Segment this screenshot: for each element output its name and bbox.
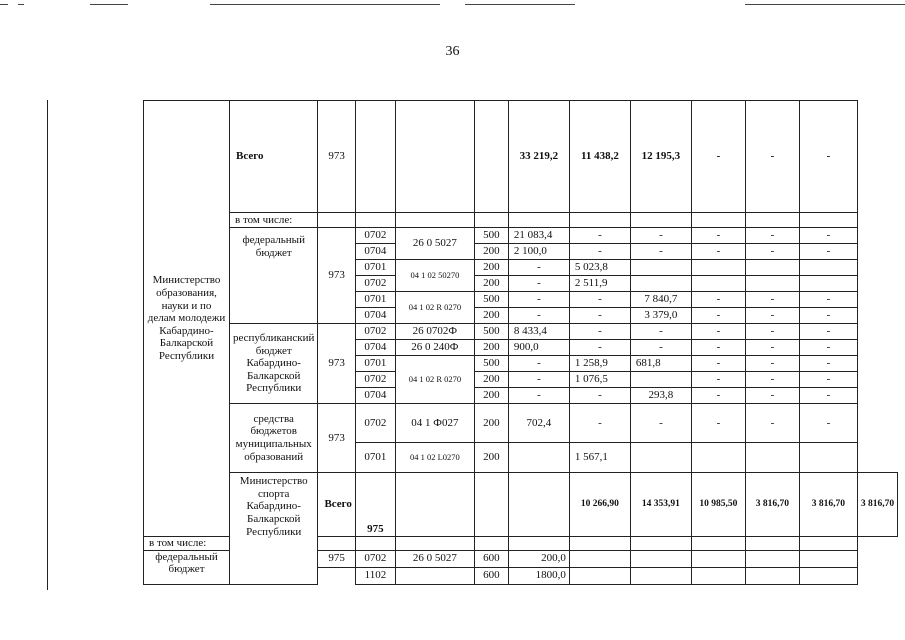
value-cell: - (508, 356, 569, 372)
csr-cell: 04 1 02 R 0270 (395, 292, 474, 324)
value-cell: - (569, 324, 630, 340)
value-cell: 1800,0 (508, 567, 569, 584)
value-cell: 1 076,5 (569, 372, 630, 388)
value-cell: - (799, 372, 857, 388)
vr-cell: 500 (474, 292, 508, 308)
value-cell (691, 276, 745, 292)
section-cell: 0702 (355, 404, 395, 443)
value-cell: - (745, 340, 799, 356)
total-label: Всего (230, 101, 318, 213)
value-cell: - (508, 388, 569, 404)
vr-cell: 500 (474, 356, 508, 372)
value-cell: - (799, 356, 857, 372)
value-cell (630, 550, 691, 567)
csr-cell: 04 1 02 50270 (395, 260, 474, 292)
value-cell: - (745, 388, 799, 404)
value-cell: - (799, 244, 857, 260)
value-cell: - (691, 308, 745, 324)
value-cell: 5 023,8 (569, 260, 630, 276)
section-cell: 0702 (355, 372, 395, 388)
including-label: в том числе: (230, 213, 318, 228)
value-cell: - (630, 404, 691, 443)
value-cell: - (630, 228, 691, 244)
value-cell (745, 276, 799, 292)
value-cell: - (799, 388, 857, 404)
value-cell (691, 260, 745, 276)
table-row (144, 473, 898, 537)
org-name-cell: Министерство спорта Кабардино-Балкарской Республики (230, 473, 318, 585)
value-cell (799, 260, 857, 276)
csr-cell: 04 1 02 L0270 (395, 443, 474, 473)
section-cell: 0704 (355, 340, 395, 356)
value-cell (508, 443, 569, 473)
grbs-cell: 973 (318, 404, 355, 473)
csr-cell: 26 0 5027 (395, 550, 474, 567)
value-cell: - (799, 308, 857, 324)
csr-cell (395, 567, 474, 584)
csr-cell: 26 0 240Ф (395, 340, 474, 356)
scan-marks (0, 0, 905, 12)
value-cell: - (508, 276, 569, 292)
value-cell: 7 840,7 (630, 292, 691, 308)
grbs-cell: 975 (355, 473, 395, 537)
table-row (144, 404, 898, 443)
category-republic: республиканский бюджет Кабардино-Балкарской Республики (230, 324, 318, 404)
vr-cell: 200 (474, 340, 508, 356)
section-cell: 0704 (355, 308, 395, 324)
value-cell (569, 567, 630, 584)
value-cell (745, 260, 799, 276)
value-cell: 2 100,0 (508, 244, 569, 260)
value-cell (799, 550, 857, 567)
value-cell: 3 816,70 (799, 473, 857, 537)
value-cell: - (691, 228, 745, 244)
value-cell: 3 379,0 (630, 308, 691, 324)
section-cell: 0702 (355, 228, 395, 244)
grbs-cell: 973 (318, 101, 355, 213)
value-cell: - (630, 244, 691, 260)
grbs-cell: 975 (318, 550, 355, 567)
value-cell (745, 550, 799, 567)
vr-cell: 500 (474, 228, 508, 244)
value-cell: - (569, 228, 630, 244)
value-cell (799, 276, 857, 292)
section-cell: 0704 (355, 388, 395, 404)
value-cell (569, 550, 630, 567)
total-label: Всего (318, 473, 355, 537)
section-cell: 0702 (355, 276, 395, 292)
value-cell (799, 567, 857, 584)
value-cell: - (508, 292, 569, 308)
value-cell: - (691, 388, 745, 404)
value-cell (630, 567, 691, 584)
value-cell: 8 433,4 (508, 324, 569, 340)
vr-cell: 600 (474, 550, 508, 567)
section-cell: 0701 (355, 443, 395, 473)
value-cell: - (745, 228, 799, 244)
csr-cell: 04 1 Ф027 (395, 404, 474, 443)
section-cell: 0702 (355, 324, 395, 340)
value-cell: - (799, 101, 857, 213)
vr-cell: 200 (474, 276, 508, 292)
value-cell: 12 195,3 (630, 101, 691, 213)
vr-cell: 200 (474, 404, 508, 443)
grbs-cell: 973 (318, 228, 355, 324)
value-cell (630, 260, 691, 276)
value-cell (745, 567, 799, 584)
value-cell: 14 353,91 (630, 473, 691, 537)
value-cell: - (691, 292, 745, 308)
section-cell: 0701 (355, 356, 395, 372)
org-name-cell: Министерство образования, науки и по делам молодежи Кабардино-Балкарской Республики (144, 101, 230, 537)
value-cell: 33 219,2 (508, 101, 569, 213)
value-cell (630, 443, 691, 473)
value-cell: - (569, 244, 630, 260)
value-cell (745, 443, 799, 473)
vr-cell: 200 (474, 260, 508, 276)
value-cell: - (691, 101, 745, 213)
value-cell: - (745, 324, 799, 340)
value-cell (799, 443, 857, 473)
value-cell: 21 083,4 (508, 228, 569, 244)
csr-cell: 04 1 02 R 0270 (395, 356, 474, 404)
value-cell: - (569, 308, 630, 324)
vr-cell: 200 (474, 388, 508, 404)
category-municipal: средства бюджетов муниципальных образований (230, 404, 318, 473)
value-cell (630, 276, 691, 292)
value-cell: - (508, 260, 569, 276)
value-cell: - (691, 372, 745, 388)
section-cell: 1102 (355, 567, 395, 584)
section-cell: 0701 (355, 260, 395, 276)
table-row (144, 324, 898, 340)
section-cell: 0701 (355, 292, 395, 308)
value-cell: 3 816,70 (857, 473, 897, 537)
value-cell: - (745, 244, 799, 260)
value-cell: 11 438,2 (569, 101, 630, 213)
value-cell: 200,0 (508, 550, 569, 567)
value-cell: 293,8 (630, 388, 691, 404)
value-cell: - (691, 244, 745, 260)
value-cell: - (569, 404, 630, 443)
vr-cell: 600 (474, 567, 508, 584)
value-cell: 3 816,70 (745, 473, 799, 537)
value-cell: - (691, 324, 745, 340)
value-cell: - (569, 340, 630, 356)
value-cell: - (799, 324, 857, 340)
table-row (144, 101, 898, 213)
section-cell: 0704 (355, 244, 395, 260)
value-cell: - (745, 308, 799, 324)
value-cell: - (569, 292, 630, 308)
value-cell (630, 372, 691, 388)
value-cell: - (799, 228, 857, 244)
margin-line (47, 100, 48, 590)
value-cell: - (691, 356, 745, 372)
table-row (144, 213, 898, 228)
category-federal: федеральный бюджет (144, 550, 230, 584)
value-cell: 900,0 (508, 340, 569, 356)
budget-table (143, 100, 898, 585)
table-row (144, 228, 898, 244)
vr-cell: 200 (474, 308, 508, 324)
including-label: в том числе: (144, 537, 230, 551)
value-cell: 10 985,50 (691, 473, 745, 537)
vr-cell: 200 (474, 372, 508, 388)
value-cell: 702,4 (508, 404, 569, 443)
vr-cell: 200 (474, 244, 508, 260)
value-cell (691, 550, 745, 567)
value-cell: - (569, 388, 630, 404)
value-cell: - (508, 308, 569, 324)
value-cell: - (745, 292, 799, 308)
value-cell: - (508, 372, 569, 388)
value-cell (691, 443, 745, 473)
value-cell: - (691, 404, 745, 443)
value-cell: - (799, 340, 857, 356)
page-number: 36 (445, 44, 460, 59)
csr-cell: 26 0702Ф (395, 324, 474, 340)
value-cell (691, 567, 745, 584)
value-cell: - (745, 404, 799, 443)
csr-cell: 26 0 5027 (395, 228, 474, 260)
value-cell: - (799, 404, 857, 443)
section-cell: 0702 (355, 550, 395, 567)
value-cell: - (630, 324, 691, 340)
value-cell: - (745, 372, 799, 388)
value-cell: 1 567,1 (569, 443, 630, 473)
grbs-cell: 973 (318, 324, 355, 404)
value-cell: - (745, 101, 799, 213)
value-cell: - (799, 292, 857, 308)
value-cell: 1 258,9 (569, 356, 630, 372)
value-cell: 2 511,9 (569, 276, 630, 292)
value-cell: - (691, 340, 745, 356)
vr-cell: 500 (474, 324, 508, 340)
value-cell: 10 266,90 (569, 473, 630, 537)
value-cell: - (630, 340, 691, 356)
value-cell: 681,8 (630, 356, 691, 372)
value-cell: - (745, 356, 799, 372)
category-federal: федеральный бюджет (230, 228, 318, 324)
vr-cell: 200 (474, 443, 508, 473)
